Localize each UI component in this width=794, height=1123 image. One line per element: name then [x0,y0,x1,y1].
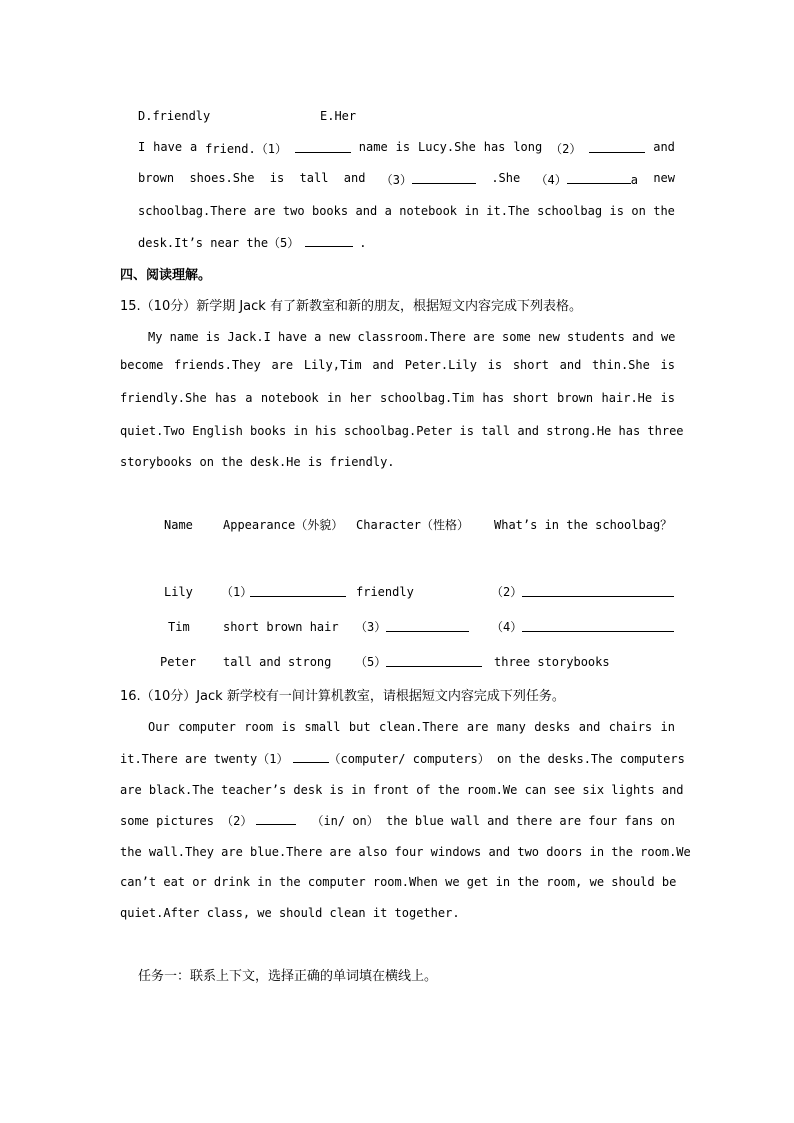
table-blank-3[interactable] [386,619,469,632]
word: two [282,204,305,218]
word: long [513,140,543,154]
word: .She [491,171,521,185]
q16-passage-line-4 [120,812,675,829]
q15-passage-line-1: My name is Jack.I have a new classroom.There are some new students and we [148,330,676,344]
option-e: E.Her [320,109,357,123]
word: are [253,204,276,218]
row-schoolbag-label: （4） [491,620,523,634]
q15-passage-line-4: quiet.Two English books in his schoolbag.Peter is tall and strong.He has three [120,424,684,438]
word: and [653,140,675,154]
q15-passage-line-2: become friends.They are Lily,Tim and Peter.Lily is short and thin.She is [120,358,675,372]
q15-prompt: 15.（10分）新学期 Jack 有了新教室和新的朋友，根据短文内容完成下列表格。 [120,299,582,314]
word: is [609,204,624,218]
row-name: Peter [160,655,197,669]
q16-passage-line-6: can’t eat or drink in the computer room.When we get in the room, we should be [120,875,677,889]
q15-passage-line-3: friendly.She has a notebook in her schoolbag.Tim has short brown hair.He is [120,391,675,405]
word: schoolbag [537,204,603,218]
row-appearance-label: （1） [221,585,253,599]
row-character-label: （3） [355,620,387,634]
word: I [138,140,146,154]
word: and [343,171,366,185]
word: schoolbag.There [138,204,247,218]
q16-blank-2[interactable] [256,812,296,825]
word: Lucy.She [418,140,476,154]
row-name: Tim [168,620,190,634]
table-blank-2[interactable] [522,584,674,597]
word: （3） [380,173,412,187]
q15-passage-line-5: storybooks on the desk.He is friendly. [120,455,395,469]
table-header-name: Name [164,518,193,532]
row-character-label: （5） [355,655,387,669]
row-appearance: short brown hair [223,620,339,634]
word: （2） [550,142,582,156]
table-blank-1[interactable] [250,584,346,597]
word: friend.（1） [205,142,287,156]
word: have [153,140,183,154]
word: name [358,140,388,154]
q16-passage-line-3: are black.The teacher’s desk is in front of the room.We can see six lights and [120,783,684,797]
cloze-blank-2[interactable] [589,140,645,153]
cloze-blank-5[interactable] [305,234,353,247]
row-appearance: tall and strong [223,655,332,669]
word: shoes.She [189,171,255,185]
q16-prompt: 16.（10分）Jack 新学校有一间计算机教室，请根据短文内容完成下列任务。 [120,689,565,704]
word: （4） [535,173,567,187]
word: the [653,204,675,218]
q16-passage-line-5: the wall.They are blue.There are also four windows and two doors in the room.We [120,845,691,859]
q16-passage-line-2 [120,750,685,767]
text: some pictures （2） [120,814,253,828]
row-schoolbag-label: （2） [491,585,523,599]
table-header-schoolbag: What’s in the schoolbag？ [494,518,673,532]
cloze-blank-4[interactable] [567,171,631,184]
word: a [384,204,392,218]
word: in [464,204,479,218]
row-name: Lily [164,585,193,599]
word: on [631,204,646,218]
word: notebook [399,204,458,218]
section-title: 四、阅读理解。 [120,268,212,283]
table-header-character: Character（性格） [356,518,470,532]
word: is [395,140,411,154]
table-header-appearance: Appearance（外貌） [223,518,344,532]
table-blank-5[interactable] [386,654,482,667]
row-schoolbag: three storybooks [494,655,610,669]
word: it.The [486,204,530,218]
q16-blank-1[interactable] [293,750,329,763]
cloze-line-1 [138,140,675,157]
text: （computer/ computers） on the desks.The computers [328,752,685,766]
word: and [355,204,378,218]
q16-task1: 任务一：联系上下文，选择正确的单词填在横线上。 [138,969,438,984]
word: brown [138,171,175,185]
text: （in/ on） the blue wall and there are four fans on [311,814,675,828]
cloze-line-2: brown shoes.She is tall and （3） .She （4） a new [138,171,675,187]
cloze-line-4 [138,234,367,251]
table-blank-4[interactable] [522,619,674,632]
word: tall [299,171,329,185]
option-d: D.friendly [138,109,211,123]
q16-passage-line-7: quiet.After class, we should clean it together. [120,906,460,920]
text: it.There are twenty（1） [120,752,289,766]
word: desk.It’s near the（5） [138,236,300,250]
word: new [653,171,675,185]
q16-passage-line-1: Our computer room is small but clean.There are many desks and chairs in [148,720,675,734]
word: has [483,140,506,154]
word: books [311,204,349,218]
cloze-line-3 [138,204,675,218]
word: . [359,236,367,250]
cloze-blank-3[interactable] [412,171,476,184]
word: a [189,140,198,154]
word: is [269,171,285,185]
row-character: friendly [356,585,414,599]
cloze-blank-1[interactable] [295,140,351,153]
